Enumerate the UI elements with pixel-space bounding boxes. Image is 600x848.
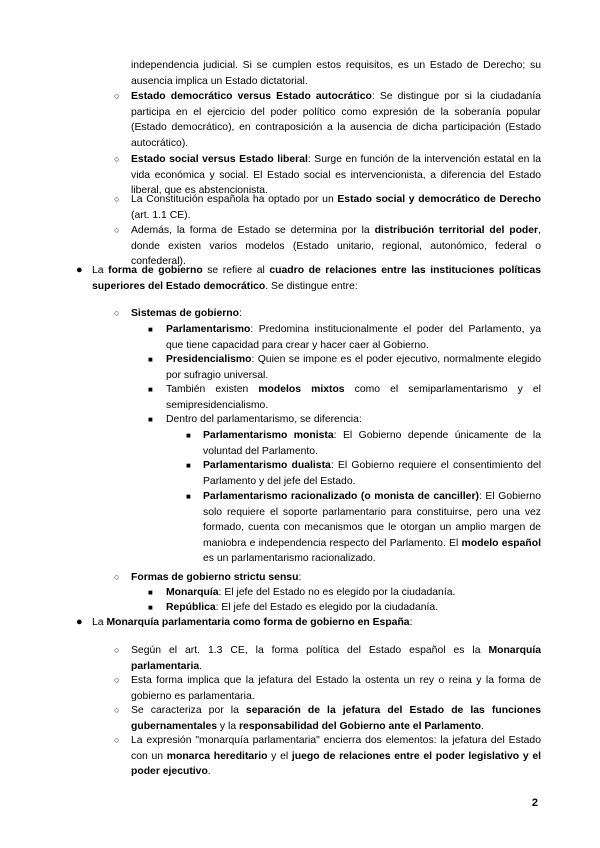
disc-bullet-icon: ● xyxy=(76,264,83,276)
circle-bullet-icon: ○ xyxy=(114,645,120,655)
circle-bullet-icon: ○ xyxy=(114,308,120,318)
circle-bullet-icon: ○ xyxy=(114,705,120,715)
square-bullet-icon: ■ xyxy=(186,492,191,501)
circle-bullet-icon: ○ xyxy=(114,675,120,685)
square-bullet-icon: ■ xyxy=(186,431,191,440)
paragraph-continuation: independencia judicial. Si se cumplen estos requisitos, es un Estado de Derecho; su ausencia implica un Estado dictatorial. xyxy=(131,60,541,87)
square-bullet-icon: ■ xyxy=(148,588,153,597)
circle-bullet-icon: ○ xyxy=(114,572,120,582)
list-item-caracteriza: Se caracteriza por la separación de la jefatura del Estado de las funciones gubernamentales y la responsabilidad del Gobierno ante el Parlamento. xyxy=(131,705,541,732)
square-bullet-icon: ■ xyxy=(186,461,191,470)
list-item-sistemas: Sistemas de gobierno: xyxy=(131,308,242,319)
square-bullet-icon: ■ xyxy=(148,385,153,394)
page-number: 2 xyxy=(531,797,538,809)
list-item-parlamentarismo: Parlamentarismo: Predomina institucionalmente el poder del Parlamento, ya que tiene capacidad para crear y hacer caer al Gobierno. xyxy=(166,324,541,351)
square-bullet-icon: ■ xyxy=(148,603,153,612)
circle-bullet-icon: ○ xyxy=(114,194,120,204)
list-item-mixtos: También existen modelos mixtos como el semiparlamentarismo y el semipresidencialismo. xyxy=(166,384,541,411)
list-item-constitucion: La Constitución española ha optado por un Estado social y democrático de Derecho (art. 1.1 CE). xyxy=(131,194,541,221)
list-item-forma-gobierno: La forma de gobierno se refiere al cuadro de relaciones entre las instituciones políticas superiores del Estado democrático. Se distingue entre: xyxy=(92,265,541,292)
list-item-republica: República: El jefe del Estado es elegido por la ciudadanía. xyxy=(166,602,439,613)
list-item-dualista: Parlamentarismo dualista: El Gobierno requiere el consentimiento del Parlamento y del jefe del Estado. xyxy=(203,460,542,487)
list-item-racionalizado: Parlamentarismo racionalizado (o monista de canciller): El Gobierno solo requiere el soporte parlamentario para constituirse, pero una vez formado, cuenta con mecanismos que le otorgan un amplio margen de maniobra e independencia respecto del Parlamento. El modelo español es un parlamentarismo racionalizado. xyxy=(203,491,541,565)
list-item-strictu: Formas de gobierno strictu sensu: xyxy=(131,572,302,583)
disc-bullet-icon: ● xyxy=(76,616,83,628)
circle-bullet-icon: ○ xyxy=(114,225,120,235)
list-item-diferencia: Dentro del parlamentarismo, se diferencia: xyxy=(166,414,362,425)
list-item-monarquia: Monarquía: El jefe del Estado no es elegido por la ciudadanía. xyxy=(166,587,456,598)
list-item-monarquia-parlamentaria: La Monarquía parlamentaria como forma de gobierno en España: xyxy=(92,617,413,628)
square-bullet-icon: ■ xyxy=(148,325,153,334)
circle-bullet-icon: ○ xyxy=(114,154,120,164)
square-bullet-icon: ■ xyxy=(148,415,153,424)
square-bullet-icon: ■ xyxy=(148,355,153,364)
list-item-territorial: Además, la forma de Estado se determina por la distribución territorial del poder, donde existen varios modelos (Estado unitario, regional, autonómico, federal o confederal). xyxy=(131,225,541,268)
circle-bullet-icon: ○ xyxy=(114,91,120,101)
list-item-social: Estado social versus Estado liberal: Surge en función de la intervención estatal en la vida económica y social. El Estado social es intervencionista, a diferencia del Estado liberal, que es abstencionista. xyxy=(131,154,542,197)
list-item-monista: Parlamentarismo monista: El Gobierno depende únicamente de la voluntad del Parlamento. xyxy=(203,430,541,457)
circle-bullet-icon: ○ xyxy=(114,735,120,745)
list-item-jefatura: Esta forma implica que la jefatura del Estado la ostenta un rey o reina y la forma de gobierno es parlamentaria. xyxy=(131,675,541,702)
list-item-art13: Según el art. 1.3 CE, la forma política del Estado español es la Monarquía parlamentaria. xyxy=(131,645,541,672)
list-item-presidencialismo: Presidencialismo: Quien se impone es el poder ejecutivo, normalmente elegido por sufragio universal. xyxy=(166,354,541,381)
list-item-democratico: Estado democrático versus Estado autocrático: Se distingue por si la ciudadanía participa en el ejercicio del poder político como expresión de la soberanía popular (Estado democrático), en contraposición a la ausencia de dicha participación (Estado autocrático). xyxy=(131,91,541,149)
list-item-expresion: La expresión "monarquía parlamentaria" encierra dos elementos: la jefatura del Estado con un monarca hereditario y el juego de relaciones entre el poder legislativo y el poder ejecutivo. xyxy=(131,735,542,778)
